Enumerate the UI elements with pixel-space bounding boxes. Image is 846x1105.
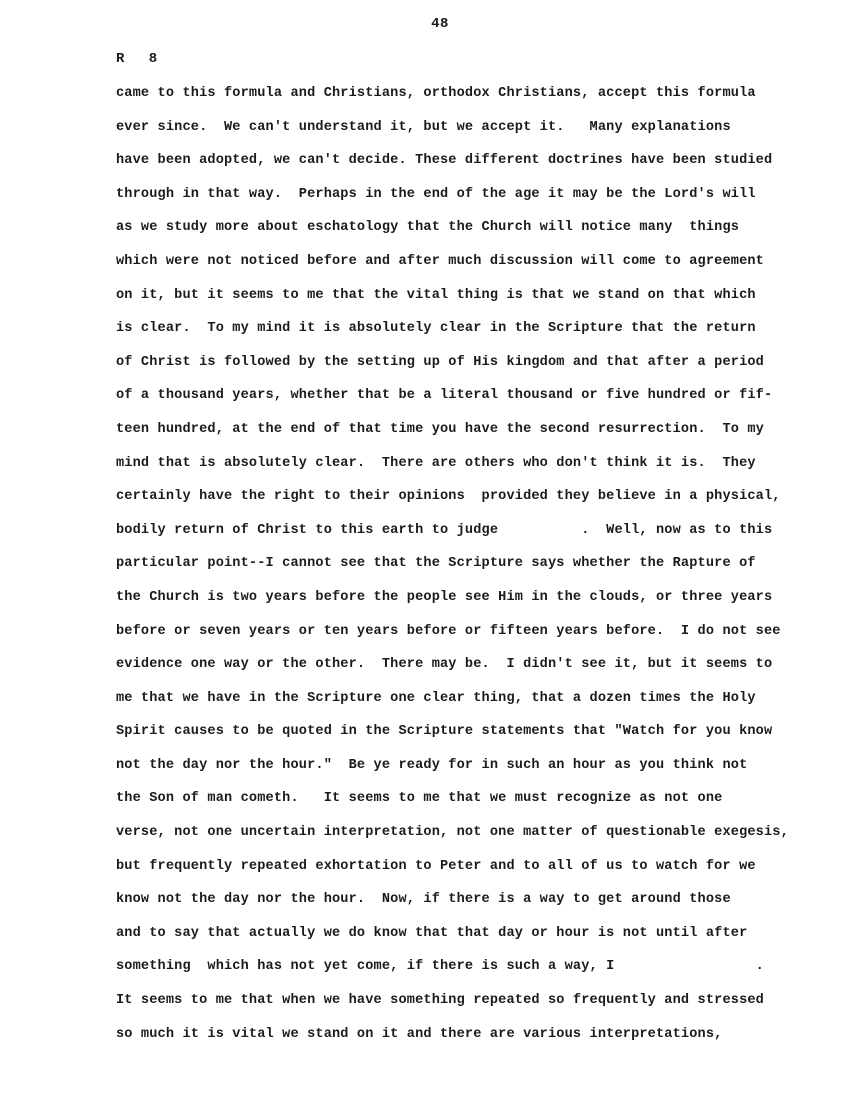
text-line: me that we have in the Scripture one clear thing, that a dozen times the Holy [116, 690, 756, 706]
text-line: so much it is vital we stand on it and there are various interpretations, [116, 1026, 723, 1042]
text-line: through in that way. Perhaps in the end of the age it may be the Lord's will [116, 186, 756, 202]
text-line: which were not noticed before and after much discussion will come to agreement [116, 253, 764, 269]
text-line: have been adopted, we can't decide. These different doctrines have been studied [116, 153, 773, 169]
text-line: verse, not one uncertain interpretation, not one matter of questionable exegesis, [116, 825, 789, 841]
text-line: know not the day nor the hour. Now, if there is a way to get around those [116, 892, 731, 908]
text-line: the Son of man cometh. It seems to me that we must recognize as not one [116, 791, 723, 807]
text-line: something which has not yet come, if there is such a way, I . [116, 959, 764, 975]
text-line: mind that is absolutely clear. There are others who don't think it is. They [116, 455, 756, 471]
text-line: came to this formula and Christians, orthodox Christians, accept this formula [116, 86, 756, 101]
text-line: teen hundred, at the end of that time you have the second resurrection. To my [116, 421, 764, 437]
text-line: but frequently repeated exhortation to Peter and to all of us to watch for we [116, 858, 756, 874]
text-line: before or seven years or ten years before or fifteen years before. I do not see [116, 623, 781, 639]
text-line: is clear. To my mind it is absolutely clear in the Scripture that the return [116, 321, 756, 337]
text-line: Spirit causes to be quoted in the Scripture statements that "Watch for you know [116, 724, 773, 740]
text-line: of Christ is followed by the setting up of His kingdom and that after a period [116, 354, 764, 370]
text-line: It seems to me that when we have something repeated so frequently and stressed [116, 993, 764, 1009]
text-line: of a thousand years, whether that be a literal thousand or five hundred or fif- [116, 388, 773, 404]
text-line: the Church is two years before the people see Him in the clouds, or three years [116, 589, 773, 605]
text-line: ever since. We can't understand it, but we accept it. Many explanations [116, 119, 731, 135]
text-line: not the day nor the hour." Be ye ready for in such an hour as you think not [116, 757, 748, 773]
section-reference: R 8 [116, 51, 159, 67]
text-line: as we study more about eschatology that the Church will notice many things [116, 220, 740, 236]
page-number: 48 [431, 16, 449, 32]
body-text [116, 84, 816, 1058]
text-line: on it, but it seems to me that the vital thing is that we stand on that which [116, 287, 756, 303]
text-line: bodily return of Christ to this earth to judge . Well, now as to this [116, 522, 773, 538]
text-line: certainly have the right to their opinions provided they believe in a physical, [116, 489, 781, 505]
text-line: evidence one way or the other. There may be. I didn't see it, but it seems to [116, 657, 773, 673]
text-line: particular point--I cannot see that the Scripture says whether the Rapture of [116, 556, 756, 572]
text-line: and to say that actually we do know that that day or hour is not until after [116, 925, 748, 941]
